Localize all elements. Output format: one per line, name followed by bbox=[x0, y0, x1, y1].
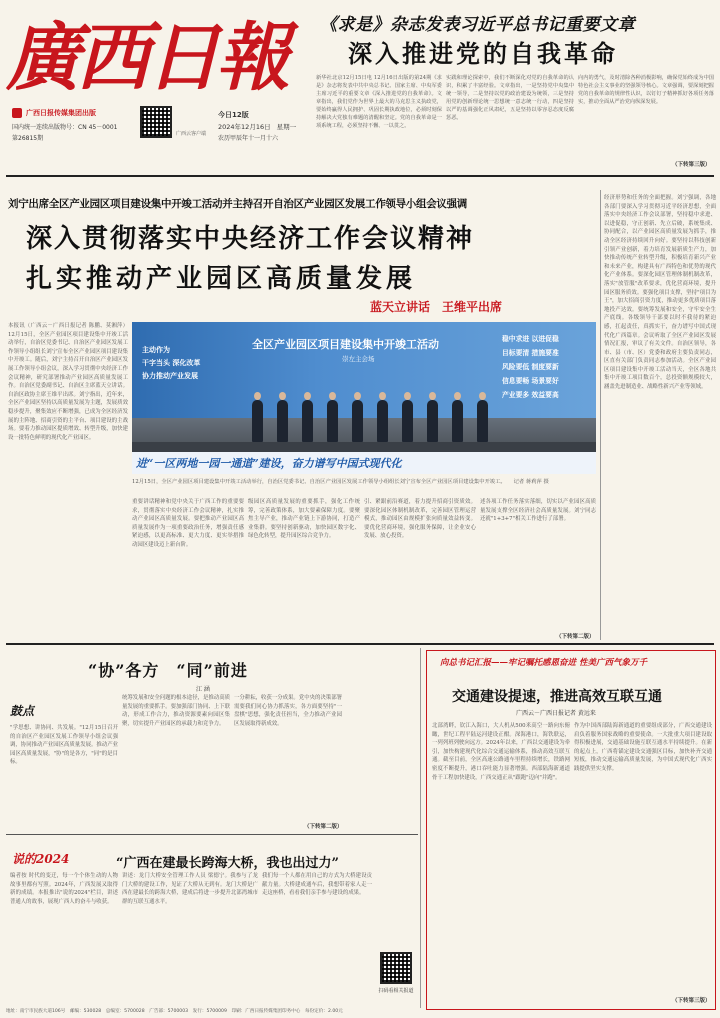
masthead-divider bbox=[6, 175, 714, 177]
review-headline: “广西在建最长跨海大桥，我也出过力” bbox=[116, 856, 339, 871]
group-logo bbox=[12, 108, 96, 118]
photo-person bbox=[452, 400, 463, 442]
top-story-column-3: 向内的勇气，及时清除各种消极影响，确保党始终成为中国特色社会主义事业的坚强领导核心。文章强调，要深刻把握党的自我革命的规律性认识，以钉钉子精神抓好各项任务落实，推动全面从严治党向纵深发展。 bbox=[578, 75, 714, 105]
photo-person bbox=[277, 400, 288, 442]
photo-person bbox=[427, 400, 438, 442]
bottom-left-vertical-divider bbox=[420, 648, 421, 1008]
photo-right-slogan bbox=[502, 332, 594, 402]
photo-person bbox=[352, 400, 363, 442]
review-qr-code bbox=[380, 952, 412, 984]
review-column-2: 讲述：龙门大桥安全管理工作人员 梁德宁。我参与了龙门大桥的建设工作，见证了大桥从无到有。龙门大桥是广西在建最长的跨海大桥，建成后将进一步提升北部湾城市群的互联互通水平。 bbox=[122, 873, 258, 905]
review-badge: 说的2024 bbox=[12, 852, 70, 866]
footer-info: 地址：南宁市民族大道106号 邮编：530028 总编室：5700028 广告部：5700003 发行：5700009 印刷：广西日报传媒集团印务中心 每份定价：2.00元 bbox=[6, 1009, 343, 1014]
lead-headline-2: 扎实推动产业园区高质量发展 bbox=[26, 264, 417, 294]
top-story-column-1: 新华社北京12月15日电 12月16日出版的第24期《求是》杂志将发表中共中央总书记、国家主席、中央军委主席习近平的重要文章《深入推进党的自我革命》。文章指出，我们党作为世界上最大的马克思主义执政党，要始终赢得人民拥护、巩固长期执政地位，必须时刻保持解决大党独有难题的清醒和坚定。党的自我革命是一项系统工程，必须坚持不懈、一以贯之。 bbox=[316, 75, 442, 129]
lunar-date: 农历甲辰年十一月十六 bbox=[218, 135, 279, 142]
client-qr-code bbox=[140, 106, 172, 138]
photo-person bbox=[302, 400, 313, 442]
photo-right-slogan-1: 稳中求进 以进促稳 bbox=[502, 335, 559, 343]
commentary-headline: “协”各方 “同”前进 bbox=[88, 661, 248, 680]
weekday-text: 星期一 bbox=[276, 123, 297, 131]
feature-column-1: 北部湾畔，钦江入海口，大人机从500米高空一路向东俯瞰，世纪工程平陆运河建设正酣。深海港口，海铁联运，一列列班列驶向远方。2024年以来，广西以交通建设为牵引，加快构建现代化综合交通运输体系，推动高效互联互通。截至目前，全区高速公路通车里程持续增长，铁路网密度不断提升，港口吞吐能力显著增强。西部陆海新通道骨干工程加快建设，广西交通正从"跟跑"迈向"并跑"。 bbox=[432, 723, 570, 781]
photo-left-slogan bbox=[142, 344, 238, 383]
group-logo-icon bbox=[12, 108, 22, 118]
issue-number: 第26815期 bbox=[12, 135, 44, 142]
lead-subhead: 刘宁出席全区产业园区项目建设集中开竣工活动并主持召开自治区产业园区发展工作领导小组会议强调 bbox=[8, 198, 467, 210]
photo-left-slogan-2: 干字当头 深化改革 bbox=[142, 359, 201, 367]
photo-person bbox=[477, 400, 488, 442]
cn-number: 国内统一连续出版物号：CN 45－0001 bbox=[12, 124, 118, 131]
photo-strip-text: 进“一区两地一园一通道”建设，奋力谱写中国式现代化 bbox=[136, 457, 402, 470]
lead-body-column-3: 引、紧跟前沿赛道，着力提升招商引资质效。要深化园区体制机制改革，完善园区管理运营模式，推动园区由规模扩张向质量效益转变。要优化营商环境，强化服务保障，让企业安心发展、放心投资。 bbox=[364, 499, 476, 540]
lead-photo bbox=[132, 322, 596, 452]
commentary-badge bbox=[10, 700, 60, 720]
lead-continued: （下转第二版） bbox=[556, 634, 595, 640]
photo-person bbox=[377, 400, 388, 442]
commentary-column-2: 统筹发展和安全问题的根本途径，是推动高质量发展的重要抓手。要加强部门协同、上下联动，形成工作合力，推动资源要素向园区集聚，切实提升产业园区的承载力和竞争力。 bbox=[122, 695, 230, 727]
photo-person bbox=[402, 400, 413, 442]
feature-byline: 广西云－广西日报记者 黄远来 bbox=[516, 710, 596, 717]
photo-person bbox=[252, 400, 263, 442]
feature-continued: （下转第三版） bbox=[672, 998, 711, 1004]
top-story-kicker: 《求是》杂志发表习近平总书记重要文章 bbox=[320, 15, 635, 35]
feature-column-2: 作为中国西部陆海新通道的重要组成部分，广西交通建设肩负着服务国家战略的重要使命。一大批重大项目建设取得积极进展，交通基础设施互联互通水平持续提升。在新的起点上，广西将锚定建设交通强区目标，加快补齐交通短板，推动交通运输高质量发展，为中国式现代化广西实践提供坚实支撑。 bbox=[574, 723, 712, 772]
client-caption: 广西云客户端 bbox=[176, 131, 207, 137]
lead-body-column-1: 重要讲话精神和党中央关于广西工作的重要要求，贯彻落实中央经济工作会议精神，扎实推动产业园区高质量发展。要把推动产业园区高质量发展作为一项重要政治任务，增强责任感紧迫感，以更高标准、更大力度、更实举措推动园区建设迈上新台阶。 bbox=[132, 499, 244, 548]
photo-subtitle: 崇左主会场 bbox=[342, 355, 375, 363]
group-logo-text: 广西日报传媒集团出版 bbox=[26, 109, 96, 117]
feature-headline: 交通建设提速，推进高效互联互通 bbox=[452, 689, 662, 705]
commentary-divider bbox=[6, 834, 418, 835]
date-text: 2024年12月16日 bbox=[218, 123, 271, 131]
photo-right-slogan-5: 产业要多 效益要高 bbox=[502, 391, 559, 399]
lead-body-column-4: 述各项工作任务落实落细，切实以产业园区高质量发展支撑全区经济社会高质量发展。刘宁同志还就"1+3+7"相关工作进行了部署。 bbox=[480, 499, 596, 523]
top-story-continued: （下转第三版） bbox=[672, 162, 711, 168]
lead-headline-1: 深入贯彻落实中央经济工作会议精神 bbox=[26, 224, 475, 254]
photo-strip bbox=[132, 452, 596, 474]
lead-right-column: 经济形势和任务的全面把握。刘宁强调，各地各部门要深入学习贯彻习近平经济思想，全面落实中央经济工作会议部署，坚持稳中求进、以进促稳，守正创新、先立后破，系统集成、协同配合，以产业园区高质量发展为抓手，推动全区经济持续回升向好。要坚持以科技创新引领产业创新，着力培育发展新质生产力，加快推动传统产业转型升级，积极培育新兴产业和未来产业，构建具有广西特色和优势的现代化产业体系。要深化园区管理体制机制改革，落实"放管服"改革要求，优化营商环境，提升园区服务质效。要强化项目支撑，坚持"项目为王"，加大招商引资力度，推动更多优质项目落地投产达效。要统筹发展和安全，守牢安全生产底线。各级领导干部要以时不我待的紧迫感，扛起责任，真抓实干，奋力谱写中国式现代化广西篇章。会议听取了全区产业园区发展情况汇报，审议了有关文件。自治区领导，各市、县（市、区）党委和政府主要负责同志，区直有关部门负责同志参加活动。全区产业园区项目建设集中开竣工活动当天，全区各地共集中开竣工项目数百个，总投资额规模较大，涵盖先进制造业、战略性新兴产业等领域。 bbox=[604, 195, 716, 391]
photo-right-slogan-3: 风险要低 制度要新 bbox=[502, 363, 559, 371]
commentary-continued: （下转第二版） bbox=[304, 824, 343, 830]
page-count: 今日12版 bbox=[218, 111, 249, 119]
review-column-3: 我们每一个人都在用自己的方式为大桥建设贡献力量。大桥建成通车后，我想带着家人走一走这座桥，看看我们亲手参与建设的成果。 bbox=[262, 873, 372, 897]
photo-right-slogan-4: 信息要畅 场景要好 bbox=[502, 377, 559, 385]
newspaper-masthead-logo: 廣西日報 bbox=[6, 15, 286, 101]
lead-right-divider bbox=[600, 190, 601, 640]
top-story-headline: 深入推进党的自我革命 bbox=[348, 40, 618, 68]
photo-right-slogan-2: 目标要清 措施要准 bbox=[502, 349, 559, 357]
photo-left-slogan-1: 主动作为 bbox=[142, 346, 170, 354]
photo-left-slogan-3: 协力推动产业发展 bbox=[142, 372, 198, 380]
photo-caption: 12月15日，全区产业园区项目建设集中开竣工活动举行，自治区党委书记、自治区产业园区发展工作领导小组组长刘宁宣布全区产业园区项目建设集中开竣工。 记者 蒋莉萍 摄 bbox=[132, 479, 549, 485]
section-divider bbox=[6, 643, 714, 645]
lead-body-column-2: 级园区高质量发展的重要抓手，强化工作统筹，完善政策体系，加大要素保障力度。要聚焦主导产业，推动产业链上下游协同，打造产业集群。要坚持创新驱动，加快园区数字化、绿色化转型，提升园区综合竞争力。 bbox=[248, 499, 360, 540]
commentary-badge-text: 鼓点 bbox=[10, 704, 35, 718]
review-column-1: 编者按 时代的变迁，每一个个体生动的人物故事里都有写照。2024年，广西发展又取得新的成绩。本报推出"说的2024"栏目，讲述普通人的故事，展现广西人的奋斗与收获。 bbox=[10, 873, 118, 905]
photo-banner: 全区产业园区项目建设集中开竣工活动 bbox=[252, 338, 439, 351]
top-story-column-2: 实践和理论探索中，我们不断深化对党的自我革命的认识，积累了丰富经验。文章指出，一是坚持党中央集中统一领导，二是坚持以党的政治建设为统领，三是坚持用党的创新理论统一思想统一意志统一行动，四是坚持以严的基调强化正风肃纪，五是坚持以零容忍态度反腐惩恶。 bbox=[446, 75, 574, 121]
lead-left-column: 本报讯（广西云－广西日报记者 陈鹏、莫湘萍）12月15日，全区产业园区项目建设集中开竣工活动举行，自治区党委书记、自治区产业园区发展工作领导小组组长刘宁宣布全区产业园区项目建设集中开竣工。随后，刘宁主持召开自治区产业园区发展工作领导小组会议，深入学习贯彻中央经济工作会议精神，研究部署推动产业园区高质量发展工作。自治区党委副书记、自治区主席蓝天立讲话。自治区政协主席王维平出席。刘宁指出，近年来，全区产业园区坚持以高质量发展为主题，发展质效稳步提升，聚集效应不断增强，已成为全区经济发展的主阵地、招商引资的主平台、项目建设的主战场。要着力推动园区提质增效、转型升级，加快建设一批特色鲜明的现代化产业园区。 bbox=[8, 323, 128, 441]
commentary-author: 江 涵 bbox=[196, 686, 210, 693]
feature-series-title: 向总书记汇报——牢记嘱托感恩奋进 性美广西气象万千 bbox=[440, 658, 647, 668]
photo-person bbox=[327, 400, 338, 442]
commentary-column-1: "学思想、讲协同、共发展。"12月15日召开的自治区产业园区发展工作领导小组会议强调，协同推动产业园区高质量发展。推动产业园区高质量发展，"协"的是各方，"同"的是目标。 bbox=[10, 725, 118, 766]
commentary-column-3: 一分耕耘，收获一分成果。党中央的决策部署需要我们同心协力抓落实，各方面要坚持"一盘棋"思想，强化责任担当，全力推动产业园区发展取得新成效。 bbox=[234, 695, 342, 727]
issue-date bbox=[218, 122, 296, 131]
review-qr-caption: 扫码看相关报道 bbox=[378, 988, 414, 994]
lead-byline: 蓝天立讲话 王维平出席 bbox=[370, 300, 503, 314]
